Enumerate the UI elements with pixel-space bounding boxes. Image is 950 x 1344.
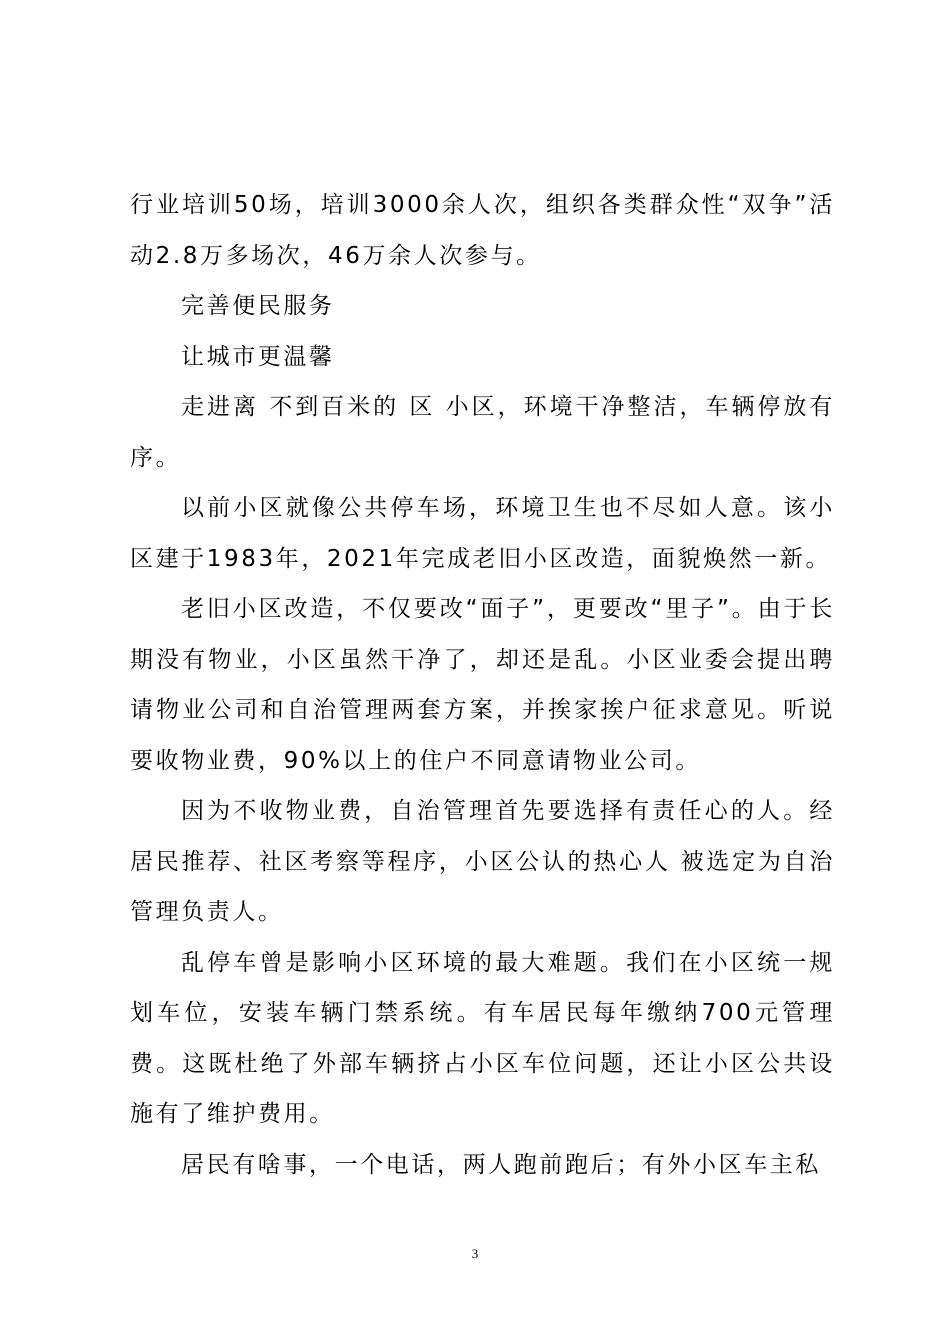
- paragraph-property-management: 老旧小区改造，不仅要改“面子”，更要改“里子”。由于长期没有物业，小区虽然干净了，却还是乱。小区业委会提出聘请物业公司和自治管理两套方案，并挨家挨户征求意见。听说要收物业费，90%以上的住户不同意请物业公司。: [130, 596, 835, 774]
- section-heading-line-2: 让城市更温馨: [181, 343, 335, 370]
- paragraph-community-intro: 走进离 不到百米的 区 小区，环境干净整洁，车辆停放有序。: [130, 394, 835, 471]
- paragraph-renovation: 以前小区就像公共停车场，环境卫生也不尽如人意。该小区建于1983年，2021年完成老旧小区改造，面貌焕然一新。: [130, 495, 835, 572]
- section-heading-line-1: 完善便民服务: [181, 293, 335, 319]
- body-text: [130, 180, 835, 1190]
- paragraph-resident-service: 居民有啥事，一个电话，两人跑前跑后；有外小区车主私: [181, 1151, 821, 1178]
- paragraph-parking: 乱停车曾是影响小区环境的最大难题。我们在小区统一规划车位，安装车辆门禁系统。有车居民每年缴纳700元管理费。这既杜绝了外部车辆挤占小区车位问题，还让小区公共设施有了维护费用。: [130, 949, 835, 1127]
- paragraph-training-stats: 行业培训50场，培训3000余人次，组织各类群众性“双争”活动2.8万多场次，46万余人次参与。: [130, 192, 835, 269]
- paragraph-self-governance: 因为不收物业费，自治管理首先要选择有责任心的人。经居民推荐、社区考察等程序，小区公认的热心人 被选定为自治管理负责人。: [130, 798, 835, 925]
- page-number: 3: [471, 1246, 479, 1261]
